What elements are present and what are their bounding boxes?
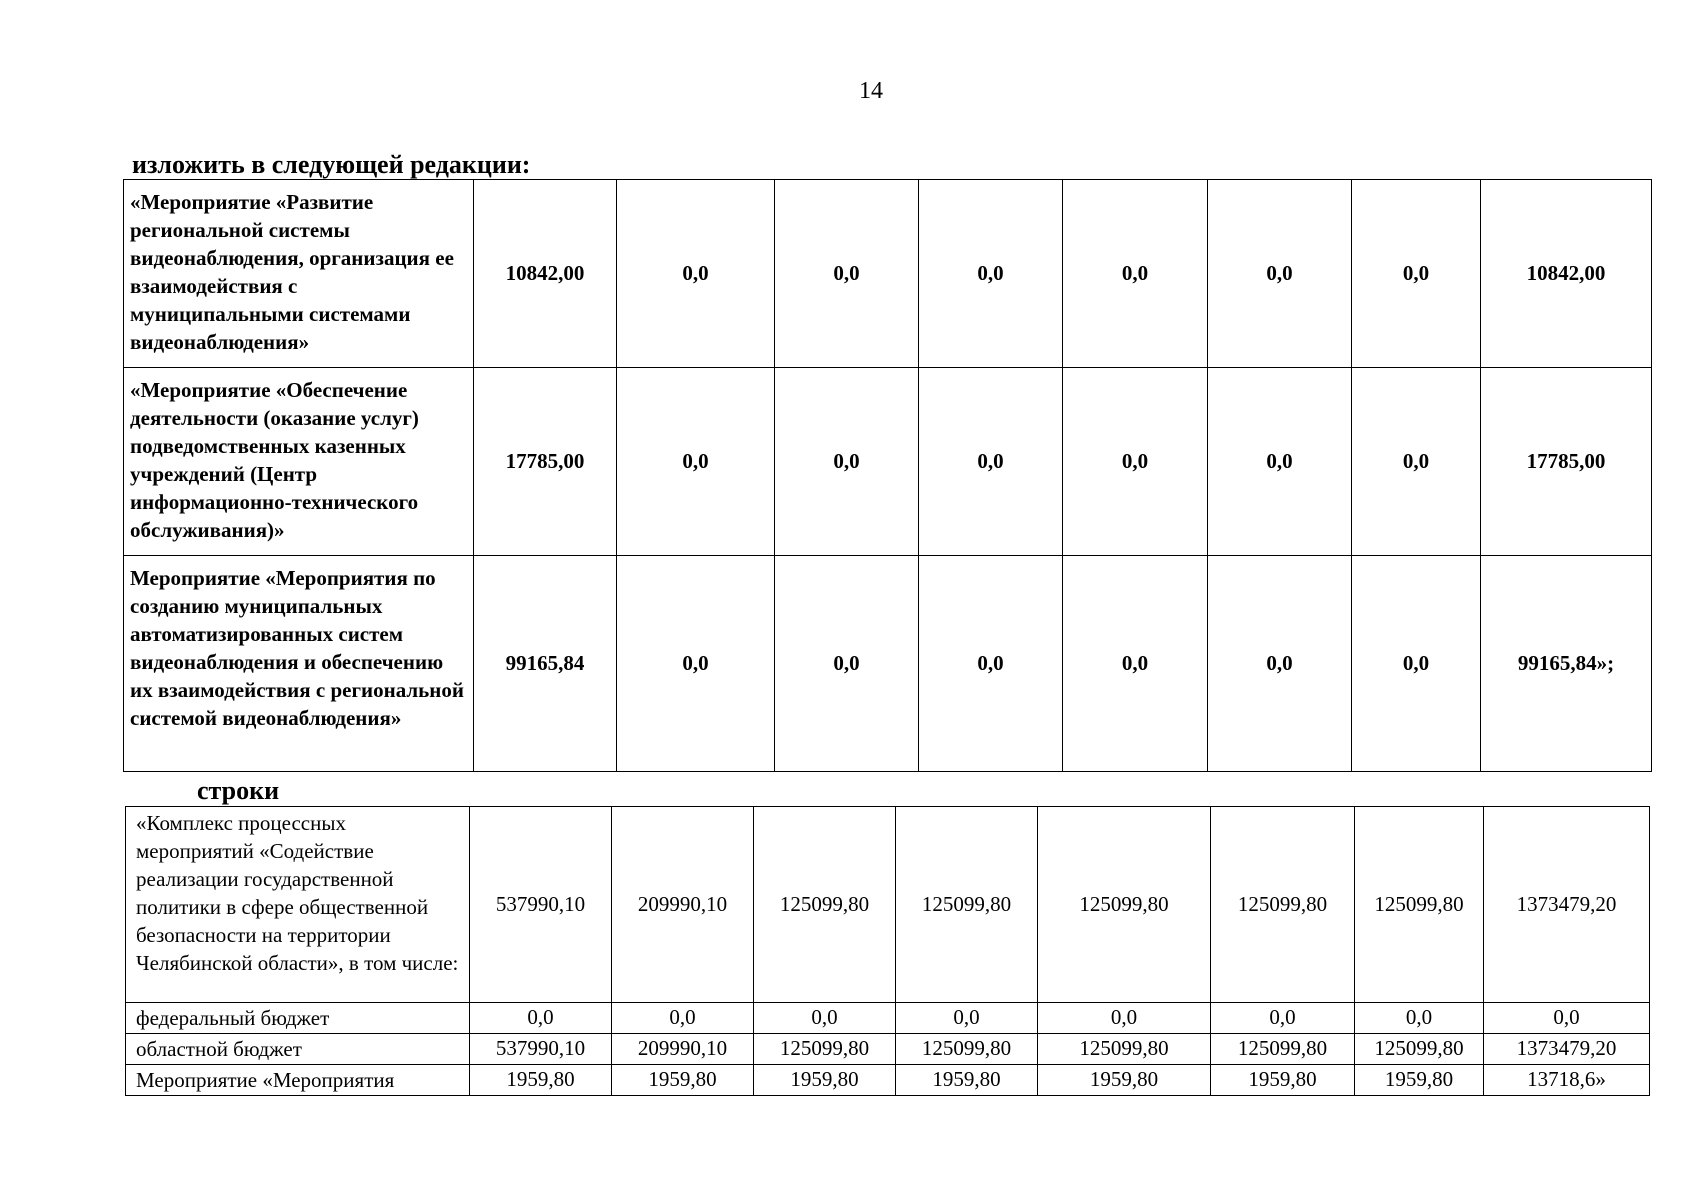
total-cell: 99165,84»; bbox=[1481, 556, 1652, 772]
value-cell: 1959,80 bbox=[612, 1065, 754, 1096]
value-cell: 1959,80 bbox=[1211, 1065, 1355, 1096]
value-cell: 125099,80 bbox=[1211, 1034, 1355, 1065]
value-cell: 0,0 bbox=[617, 368, 775, 556]
section-text: строки bbox=[197, 776, 280, 805]
row-label: «Мероприятие «Обеспечение деятельности (оказание услуг) подведомственных казенных учреждений (Центр информационно-технического обслуживания)» bbox=[124, 368, 474, 556]
value-cell: 125099,80 bbox=[896, 807, 1038, 1003]
replaced-rows-table bbox=[125, 806, 1650, 1096]
value-cell: 0,0 bbox=[1211, 1003, 1355, 1034]
value-cell: 0,0 bbox=[1038, 1003, 1211, 1034]
value-cell: 0,0 bbox=[919, 368, 1063, 556]
value-cell: 0,0 bbox=[1352, 368, 1481, 556]
value-cell: 1959,80 bbox=[1355, 1065, 1484, 1096]
value-cell: 0,0 bbox=[1063, 180, 1208, 368]
total-cell: 10842,00 bbox=[1481, 180, 1652, 368]
amended-rows-table bbox=[123, 179, 1652, 772]
row-label: Мероприятие «Мероприятия по созданию муниципальных автоматизированных систем видеонаблюдения и обеспечению их взаимодействия с региональной системой видеонаблюдения» bbox=[124, 556, 474, 772]
value-cell: 1959,80 bbox=[754, 1065, 896, 1096]
value-cell: 17785,00 bbox=[474, 368, 617, 556]
value-cell: 125099,80 bbox=[754, 1034, 896, 1065]
value-cell: 537990,10 bbox=[470, 807, 612, 1003]
value-cell: 0,0 bbox=[775, 368, 919, 556]
value-cell: 1959,80 bbox=[470, 1065, 612, 1096]
row-label: областной бюджет bbox=[126, 1034, 470, 1065]
value-cell: 0,0 bbox=[612, 1003, 754, 1034]
value-cell: 209990,10 bbox=[612, 807, 754, 1003]
total-cell: 17785,00 bbox=[1481, 368, 1652, 556]
row-label: федеральный бюджет bbox=[126, 1003, 470, 1034]
value-cell: 125099,80 bbox=[1038, 807, 1211, 1003]
value-cell: 0,0 bbox=[1063, 368, 1208, 556]
value-cell: 99165,84 bbox=[474, 556, 617, 772]
value-cell: 0,0 bbox=[1063, 556, 1208, 772]
value-cell: 1959,80 bbox=[1038, 1065, 1211, 1096]
row-label: «Комплекс процессных мероприятий «Содействие реализации государственной политики в сфере общественной безопасности на территории Челябинской области», в том числе: bbox=[126, 807, 470, 1003]
total-cell: 1373479,20 bbox=[1484, 1034, 1650, 1065]
value-cell: 125099,80 bbox=[1355, 807, 1484, 1003]
page-number: 14 bbox=[859, 78, 883, 104]
total-cell: 13718,6» bbox=[1484, 1065, 1650, 1096]
table-row bbox=[126, 1034, 1650, 1065]
value-cell: 0,0 bbox=[1208, 556, 1352, 772]
value-cell: 1959,80 bbox=[896, 1065, 1038, 1096]
value-cell: 0,0 bbox=[919, 556, 1063, 772]
value-cell: 0,0 bbox=[775, 180, 919, 368]
value-cell: 0,0 bbox=[754, 1003, 896, 1034]
total-cell: 0,0 bbox=[1484, 1003, 1650, 1034]
value-cell: 537990,10 bbox=[470, 1034, 612, 1065]
value-cell: 209990,10 bbox=[612, 1034, 754, 1065]
value-cell: 125099,80 bbox=[1038, 1034, 1211, 1065]
table-row bbox=[124, 180, 1652, 368]
value-cell: 125099,80 bbox=[896, 1034, 1038, 1065]
total-cell: 1373479,20 bbox=[1484, 807, 1650, 1003]
value-cell: 0,0 bbox=[896, 1003, 1038, 1034]
table-row bbox=[126, 807, 1650, 1003]
row-label: «Мероприятие «Развитие региональной системы видеонаблюдения, организация ее взаимодействия с муниципальными системами видеонаблюдения» bbox=[124, 180, 474, 368]
value-cell: 0,0 bbox=[1352, 556, 1481, 772]
value-cell: 0,0 bbox=[1208, 368, 1352, 556]
table-row bbox=[126, 1003, 1650, 1034]
value-cell: 0,0 bbox=[1352, 180, 1481, 368]
value-cell: 125099,80 bbox=[754, 807, 896, 1003]
table-row bbox=[124, 368, 1652, 556]
value-cell: 10842,00 bbox=[474, 180, 617, 368]
value-cell: 0,0 bbox=[1208, 180, 1352, 368]
intro-text: изложить в следующей редакции: bbox=[132, 150, 531, 179]
value-cell: 125099,80 bbox=[1211, 807, 1355, 1003]
value-cell: 0,0 bbox=[775, 556, 919, 772]
table-row bbox=[124, 556, 1652, 772]
value-cell: 0,0 bbox=[919, 180, 1063, 368]
value-cell: 0,0 bbox=[470, 1003, 612, 1034]
table-row bbox=[126, 1065, 1650, 1096]
value-cell: 0,0 bbox=[617, 180, 775, 368]
value-cell: 0,0 bbox=[1355, 1003, 1484, 1034]
value-cell: 0,0 bbox=[617, 556, 775, 772]
row-label: Мероприятие «Мероприятия bbox=[126, 1065, 470, 1096]
value-cell: 125099,80 bbox=[1355, 1034, 1484, 1065]
